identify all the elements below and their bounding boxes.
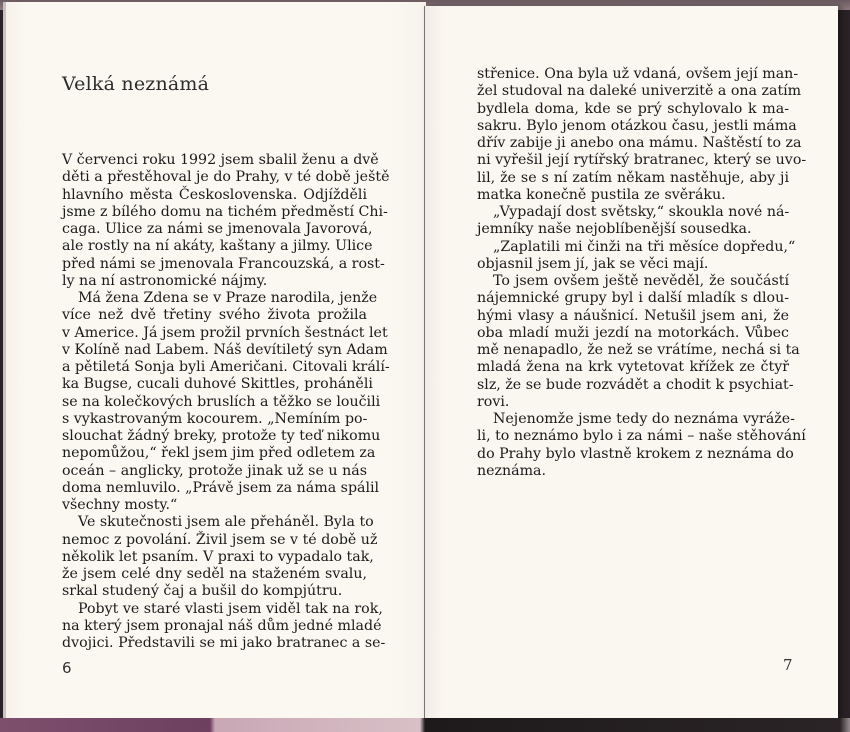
text-line: lil, že se s ní zatím někam nastěhuje, aby ji xyxy=(477,169,789,186)
text-line: To jsem ovšem ještě nevěděl, že součástí xyxy=(493,273,789,289)
text-line: že jsem celé dny seděl na staženém svalu, xyxy=(62,566,367,582)
text-line: ly na ní astronomické nájmy. xyxy=(62,272,268,289)
text-line: před námi se jmenovala Francouzská, a rost- xyxy=(62,255,385,272)
text-line: se na kolečkových bruslích a těžko se loučili xyxy=(62,393,381,410)
text-line: Nejenomže jsme tedy do neznáma vyráže- xyxy=(493,411,795,427)
text-line: mladá žena na krk vytetovat křížek ze čtyř xyxy=(477,359,789,376)
text-line: ni vyřešil její rytířský bratranec, který se uvo- xyxy=(477,152,807,169)
text-line: a pětiletá Sonja byli Američani. Citovali králí- xyxy=(62,359,390,375)
page-number-left: 6 xyxy=(62,659,72,677)
text-line: Ve skutečnosti jsem ale přeháněl. Byla to xyxy=(78,514,374,531)
text-line: dřív zabije ji anebo ona mámu. Naštěstí to za xyxy=(477,135,802,151)
text-line: nájemnické grupy byl i další mladík s dlou- xyxy=(477,290,789,307)
left-page xyxy=(3,2,426,720)
text-line: li, to neznámo bylo i za námi – naše stěhování xyxy=(477,428,806,445)
text-line: s vykastrovaným kocourem. „Nemíním po- xyxy=(62,410,368,427)
text-line: „Zaplatili mi činži na tři měsíce dopředu,“ xyxy=(493,238,796,255)
chapter-title: Velká neznámá xyxy=(62,72,210,95)
text-line: slz, že se bude rozvádět a chodit k psychiat- xyxy=(477,376,794,393)
text-line: V červenci roku 1992 jsem sbalil ženu a dvě xyxy=(62,152,379,168)
text-line: střenice. Ona byla už vdaná, ovšem její man- xyxy=(477,66,799,82)
text-line: do Prahy bylo vlastně krokem z neznáma do xyxy=(477,445,794,462)
background-bottom-edge xyxy=(0,718,850,732)
text-line: srkal studený čaj a bušil do kompjútru. xyxy=(62,583,343,600)
text-line: jemníky naše nejoblíbenější sousedka. xyxy=(477,221,752,238)
text-line: bydlela doma, kde se prý schylovalo k ma- xyxy=(477,100,789,117)
text-line: neznáma. xyxy=(477,462,547,479)
right-page xyxy=(424,6,838,720)
text-line: doma nemluvilo. „Právě jsem za náma spálil xyxy=(62,479,380,496)
text-line: nepomůžou,“ řekl jsem jim před odletem za xyxy=(62,445,376,462)
text-line: matka konečně pustila ze svěráku. xyxy=(477,186,726,203)
text-line: ka Bugse, cucali duhové Skittles, proháněli xyxy=(62,376,373,393)
text-line: oba mladí muži jezdí na motorkách. Vůbec xyxy=(477,324,789,341)
text-line: nemoc z povolání. Živil jsem se v té době už xyxy=(62,531,378,548)
text-line: sakru. Bylo jenom otázkou času, jestli máma xyxy=(477,117,797,134)
text-line: hlavního města Československa. Odjížděli xyxy=(62,186,367,203)
text-line: několik let psaním. V praxi to vypadalo tak, xyxy=(62,548,374,565)
text-line: hými vlasy a náušnicí. Netušil jsem ani, že xyxy=(477,307,789,324)
text-line: na který jsem pronajal náš dům jedné mladé xyxy=(62,617,382,634)
text-line: rovi. xyxy=(477,393,510,410)
left-page-body xyxy=(62,152,390,652)
text-line: „Vypadají dost světsky,“ skoukla nové ná- xyxy=(493,204,790,220)
text-line: v Americe. Já jsem prožil prvních šestnáct let xyxy=(62,324,388,341)
text-line: caga. Ulice za námi se jmenovala Javorová, xyxy=(62,221,373,237)
text-line: všechny mosty.“ xyxy=(62,497,178,513)
text-line: slouchat žádný breky, protože ty teď nikomu xyxy=(62,428,381,444)
right-page-body xyxy=(477,66,807,480)
text-line: oceán – anglicky, protože jinak už se u nás xyxy=(62,462,367,479)
text-line: žel studoval na daleké univerzitě a ona zatím xyxy=(477,83,802,100)
text-line: jsme z bílého domu na tichém předměstí Chi- xyxy=(62,203,388,220)
text-line: objasnil jsem jí, jak se věci mají. xyxy=(477,255,709,272)
text-line: dvojici. Představili se mi jako bratranec a se- xyxy=(62,635,386,651)
text-line: ale rostly na ní akáty, kaštany a jilmy. Ulice xyxy=(62,238,373,255)
text-line: více než dvě třetiny svého života prožila xyxy=(62,307,367,324)
text-line: Má žena Zdena se v Praze narodila, jenže xyxy=(78,290,378,306)
text-line: děti a přestěhoval je do Prahy, v té době ještě xyxy=(62,169,390,186)
text-line: v Kolíně nad Labem. Náš devítiletý syn Adam xyxy=(62,341,388,358)
page-number-right: 7 xyxy=(783,656,793,674)
text-line: mě nenapadlo, že než se vrátíme, nechá si ta xyxy=(477,342,800,358)
text-line: Pobyt ve staré vlasti jsem viděl tak na rok, xyxy=(78,600,383,617)
